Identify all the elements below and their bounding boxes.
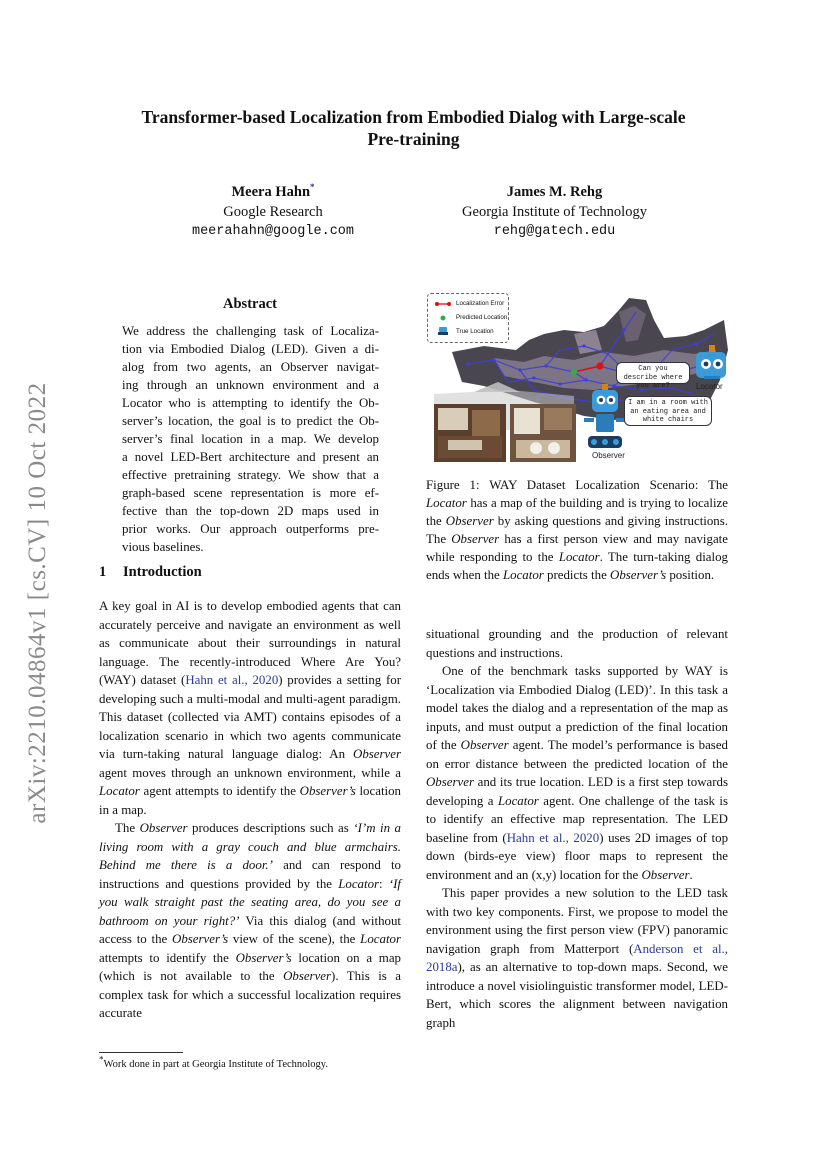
- abstract-line: fective than the top-down 2D maps used in: [122, 504, 379, 518]
- abstract-line: We address the challenging task of Localiza-: [122, 324, 379, 338]
- true-location-icon: [434, 327, 452, 335]
- author-email: rehg@gatech.edu: [493, 224, 616, 239]
- figure-legend: [427, 293, 509, 343]
- paragraph: This paper provides a new solution to the LED task with two key components. First, we propose to model the environment using the first person view (FPV) panoramic navigation graph from Matterport (Anderson et al., 2018a), as an alternative to top-down maps. Second, we introduce a novel visiolinguistic transformer model, LED-Bert, which scores the alignment between navigation graph: [426, 886, 728, 1030]
- legend-true-location: True Location: [456, 327, 494, 335]
- left-column: [99, 597, 401, 1023]
- author-name: Meera Hahn: [231, 184, 311, 200]
- paragraph: One of the benchmark tasks supported by WAY is ‘Localization via Embodied Dialog (LED)’. In this task a model takes the dialog and a representation of the map as inputs, and must output a prediction of the final location of the Observer agent. The model’s performance is based on error distance between the predicted location of the Observer and its true location. LED is a first step towards developing a Locator agent. One challenge of the task is to identify an effective map representation. The LED baseline from (Hahn et al., 2020) uses 2D images of top down (birds-eye view) floor maps to represent the environment and an (x,y) location for the Observer.: [426, 664, 729, 882]
- observer-label: Observer: [592, 451, 625, 460]
- observer-speech-bubble: I am in a room with an eating area and white chairs: [624, 396, 712, 426]
- abstract-line: vious baselines.: [122, 540, 204, 554]
- abstract-line: graph-based scene representation is more ef-: [122, 486, 379, 500]
- abstract-line: Locator who is attempting to identify the Ob-: [122, 396, 379, 410]
- abstract-body: [122, 322, 379, 556]
- section-title: Introduction: [123, 564, 202, 580]
- legend-localization-error: Localization Error: [456, 300, 505, 307]
- locator-speech-bubble: Can you describe where you are?: [616, 362, 690, 384]
- author-email: meerahahn@google.com: [191, 224, 355, 239]
- section-number: 1: [99, 564, 107, 580]
- paragraph: A key goal in AI is to develop embodied agents that can accurately perceive and navigate an environment as well as communicate about their surroundings in natural language. The recently-introduced Where Are You? (WAY) dataset (Hahn et al., 2020) provides a setting for developing such a multi-modal and multi-agent paradigm. This dataset (collected via AMT) contains episodes of a localization scenario in which two agents communicate via turn-taking natural language dialog: An Observer agent moves through an unknown environment, while a Locator agent attempts to identify the Observer’s location in a map.: [99, 599, 402, 817]
- citation-link[interactable]: Hahn et al., 2020: [506, 830, 600, 845]
- arxiv-stamp: [18, 358, 58, 848]
- abstract-line: tion via Embodied Dialog (LED). Given a di-: [122, 342, 379, 356]
- figure-caption: Figure 1: WAY Dataset Localization Scenario: The Locator has a map of the building and is trying to localize the Observer by asking questions and giving instructions. The Observer has a first person view and may navigate while responding to the Locator. The turn-taking dialog ends when the Locator predicts the Observer’s position.: [426, 478, 728, 582]
- author-footnote-mark[interactable]: *: [310, 182, 315, 193]
- author-affiliation: Google Research: [223, 204, 323, 220]
- arxiv-id: arXiv:2210.04864v1 [cs.CV] 10 Oct 2022: [24, 382, 51, 824]
- author-2: [432, 182, 677, 242]
- paragraph: situational grounding and the production of relevant questions and instructions.: [426, 627, 728, 660]
- abstract-line: prior works. Our approach outperforms pre-: [122, 522, 379, 536]
- abstract-line: ing through an unknown environment and a: [122, 378, 379, 392]
- footnote: *Work done in part at Georgia Institute of Technology.: [99, 1054, 329, 1070]
- figure-1: [424, 290, 730, 468]
- section-heading: [99, 564, 202, 581]
- abstract-line: a novel LED-Bert architecture and present an: [122, 450, 379, 464]
- paper-title: [90, 106, 737, 150]
- locator-label: Locator: [696, 382, 723, 391]
- abstract-line: server’s final location in a map. We develop: [122, 432, 379, 446]
- abstract-line: effective pretraining strategy. We show that a: [122, 468, 379, 482]
- author-1: [168, 182, 378, 242]
- abstract-line: alog from two agents, an Observer navigat-: [122, 360, 379, 374]
- footnote-rule: [99, 1052, 183, 1053]
- title-line-2: Pre-training: [367, 129, 460, 149]
- paragraph: The Observer produces descriptions such as ‘I’m in a living room with a gray couch and blue armchairs. Behind me there is a door.’ and can respond to instructions and questions provided by the Locator: ‘If you walk straight past the seating area, do you see a bathroom on your right?’ Via this dialog (and without access to the Observer’s view of the scene), the Locator attempts to identify the Observer’s location on a map (which is not available to the Observer). This is a complex task for which a successful localization requires accurate: [99, 821, 402, 1020]
- legend-predicted-location: Predicted Location: [456, 314, 508, 321]
- citation-link[interactable]: Anderson et al., 2018a: [426, 941, 728, 974]
- abstract-line: server’s location, the goal is to predict the Ob-: [122, 414, 379, 428]
- right-column: [426, 625, 728, 1032]
- title-line-1: Transformer-based Localization from Embodied Dialog with Large-scale: [141, 107, 686, 127]
- abstract-heading: Abstract: [223, 296, 277, 312]
- citation-link[interactable]: Hahn et al., 2020: [185, 673, 279, 687]
- author-affiliation: Georgia Institute of Technology: [462, 204, 647, 220]
- author-name: James M. Rehg: [506, 184, 603, 200]
